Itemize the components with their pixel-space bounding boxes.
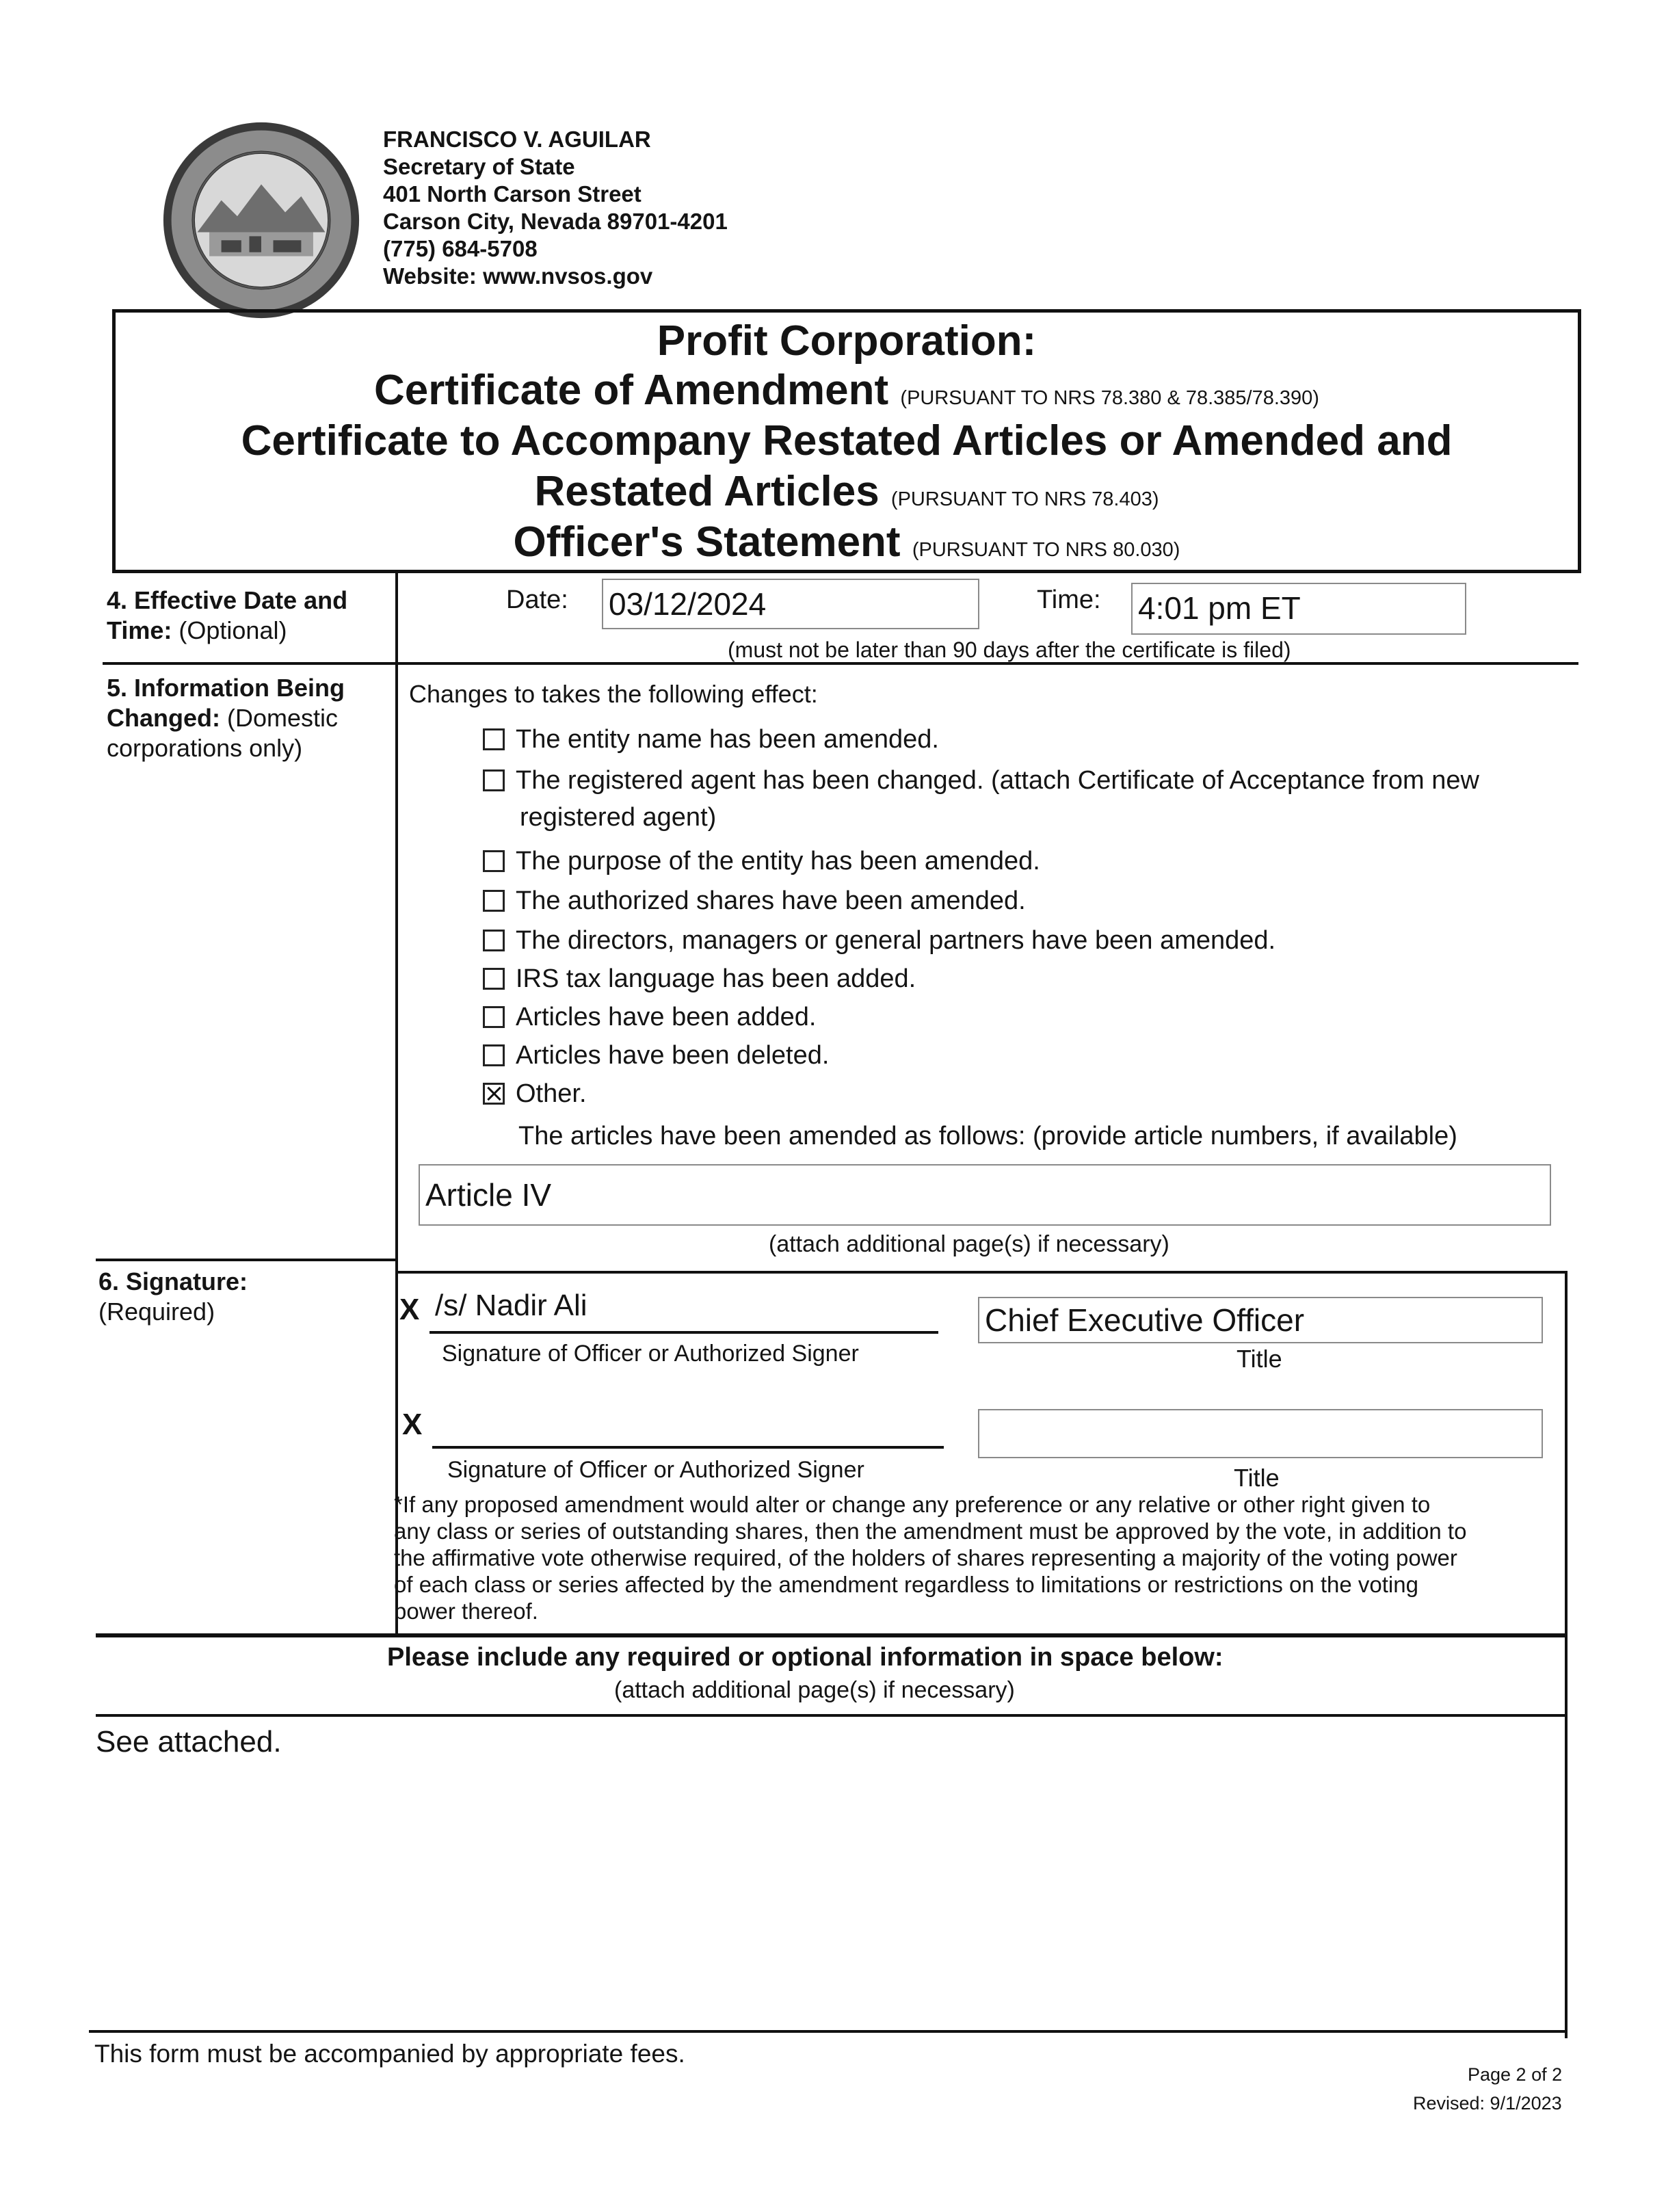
section-5-label: 5. Information Being Changed: (Domestic corporations only) bbox=[107, 674, 345, 762]
option-articles-deleted: Articles have been deleted. bbox=[483, 1040, 829, 1071]
title-line-3: Certificate to Accompany Restated Articles or Amended and bbox=[241, 417, 1453, 464]
checkbox-purpose[interactable] bbox=[483, 850, 505, 872]
option-articles-added: Articles have been added. bbox=[483, 1001, 816, 1033]
option-entity-name: The entity name has been amended. bbox=[483, 724, 939, 755]
checkbox-articles-added[interactable] bbox=[483, 1006, 505, 1028]
option-purpose: The purpose of the entity has been amended. bbox=[483, 845, 1040, 877]
title-pursuant-3: (PURSUANT TO NRS 80.030) bbox=[912, 539, 1180, 561]
title-certificate-of-amendment: Certificate of Amendment bbox=[374, 367, 889, 414]
amended-articles-field[interactable]: Article IV bbox=[419, 1164, 1551, 1226]
checkbox-authorized-shares[interactable] bbox=[483, 890, 505, 912]
amended-attach-note: (attach additional page(s) if necessary) bbox=[769, 1231, 1169, 1257]
amendment-footnote: *If any proposed amendment would alter or change any preference or any relative or other right given to any class or series of outstanding shares, then the amendment must be approved by the vote, in addition to the affirmative vote otherwise required, of the holders of shares representing a majority of the voting power of each class or series affected by the amendment regardless to limitations or restrictions on the voting power thereof. bbox=[394, 1492, 1467, 1624]
form-title-box bbox=[112, 309, 1581, 573]
signature-x-2: X bbox=[402, 1408, 423, 1441]
sos-city: Carson City, Nevada 89701-4201 bbox=[383, 209, 728, 234]
time-label: Time: bbox=[1037, 585, 1101, 614]
secretary-of-state-address bbox=[383, 126, 728, 290]
date-note: (must not be later than 90 days after the certificate is filed) bbox=[728, 637, 1291, 662]
signature-1-value[interactable]: /s/ Nadir Ali bbox=[435, 1289, 587, 1322]
signature-2-caption: Signature of Officer or Authorized Signer bbox=[447, 1457, 864, 1483]
sos-name: FRANCISCO V. AGUILAR bbox=[383, 127, 651, 152]
option-authorized-shares: The authorized shares have been amended. bbox=[483, 885, 1026, 917]
divider-section-5-6-left bbox=[96, 1259, 397, 1261]
divider-extra-info bbox=[96, 1633, 1568, 1637]
checkbox-directors[interactable] bbox=[483, 930, 505, 951]
sos-role: Secretary of State bbox=[383, 154, 575, 179]
option-irs-language: IRS tax language has been added. bbox=[483, 963, 916, 995]
effective-time-field[interactable]: 4:01 pm ET bbox=[1131, 583, 1466, 635]
checkbox-entity-name[interactable] bbox=[483, 728, 505, 750]
signature-1-caption: Signature of Officer or Authorized Signer bbox=[442, 1341, 859, 1367]
page-number: Page 2 of 2 bbox=[1468, 2064, 1563, 2085]
checkbox-irs-language[interactable] bbox=[483, 968, 505, 990]
title-pursuant-2: (PURSUANT TO NRS 78.403) bbox=[890, 488, 1159, 510]
checkbox-other-checked[interactable] bbox=[483, 1083, 505, 1105]
signature-2-line bbox=[432, 1446, 944, 1449]
amended-intro: The articles have been amended as follows: (provide article numbers, if available) bbox=[518, 1122, 1457, 1150]
sos-street: 401 North Carson Street bbox=[383, 181, 642, 207]
extra-info-value[interactable]: See attached. bbox=[96, 1725, 282, 1759]
section-6-label: 6. Signature: (Required) bbox=[98, 1267, 248, 1326]
divider-bottom bbox=[89, 2030, 1568, 2033]
right-border bbox=[1565, 1271, 1568, 2038]
checkbox-articles-deleted[interactable] bbox=[483, 1044, 505, 1066]
revised-date: Revised: 9/1/2023 bbox=[1413, 2093, 1562, 2114]
sos-phone: (775) 684-5708 bbox=[383, 236, 538, 261]
title-line-2 bbox=[116, 366, 1578, 414]
title-restated-articles: Restated Articles bbox=[534, 468, 880, 515]
option-directors: The directors, managers or general partners have been amended. bbox=[483, 925, 1275, 956]
date-label: Date: bbox=[506, 585, 568, 614]
title-officers-statement: Officer's Statement bbox=[513, 518, 901, 566]
extra-info-note: (attach additional page(s) if necessary) bbox=[614, 1677, 1015, 1703]
title-line-4 bbox=[116, 467, 1578, 516]
fees-notice: This form must be accompanied by appropriate fees. bbox=[94, 2040, 685, 2068]
title-1-field[interactable]: Chief Executive Officer bbox=[978, 1297, 1543, 1343]
option-registered-agent: The registered agent has been changed. (attach Certificate of Acceptance from new bbox=[483, 765, 1479, 796]
title-1-caption: Title bbox=[1237, 1345, 1282, 1373]
title-pursuant-1: (PURSUANT TO NRS 78.380 & 78.385/78.390) bbox=[900, 387, 1319, 409]
divider-section-5-6-right bbox=[395, 1271, 1566, 1274]
left-column-divider bbox=[395, 572, 398, 1633]
title-2-field[interactable] bbox=[978, 1409, 1543, 1458]
section-4-label: 4. Effective Date and Time: (Optional) bbox=[107, 586, 348, 644]
divider-extra-info-body bbox=[96, 1714, 1566, 1717]
nevada-state-seal-icon bbox=[161, 120, 361, 320]
title-line-5 bbox=[116, 518, 1578, 566]
signature-1-line bbox=[429, 1331, 938, 1334]
effective-date-field[interactable]: 03/12/2024 bbox=[602, 579, 979, 629]
option-other: Other. bbox=[483, 1078, 587, 1109]
title-line-1: Profit Corporation: bbox=[657, 317, 1037, 365]
signature-x-1: X bbox=[399, 1293, 420, 1326]
sos-website: Website: www.nvsos.gov bbox=[383, 263, 653, 289]
checkbox-registered-agent[interactable] bbox=[483, 769, 505, 791]
changes-intro: Changes to takes the following effect: bbox=[409, 680, 818, 708]
extra-info-heading: Please include any required or optional information in space below: bbox=[387, 1643, 1224, 1672]
title-2-caption: Title bbox=[1234, 1464, 1280, 1492]
option-registered-agent-cont: registered agent) bbox=[520, 803, 717, 832]
